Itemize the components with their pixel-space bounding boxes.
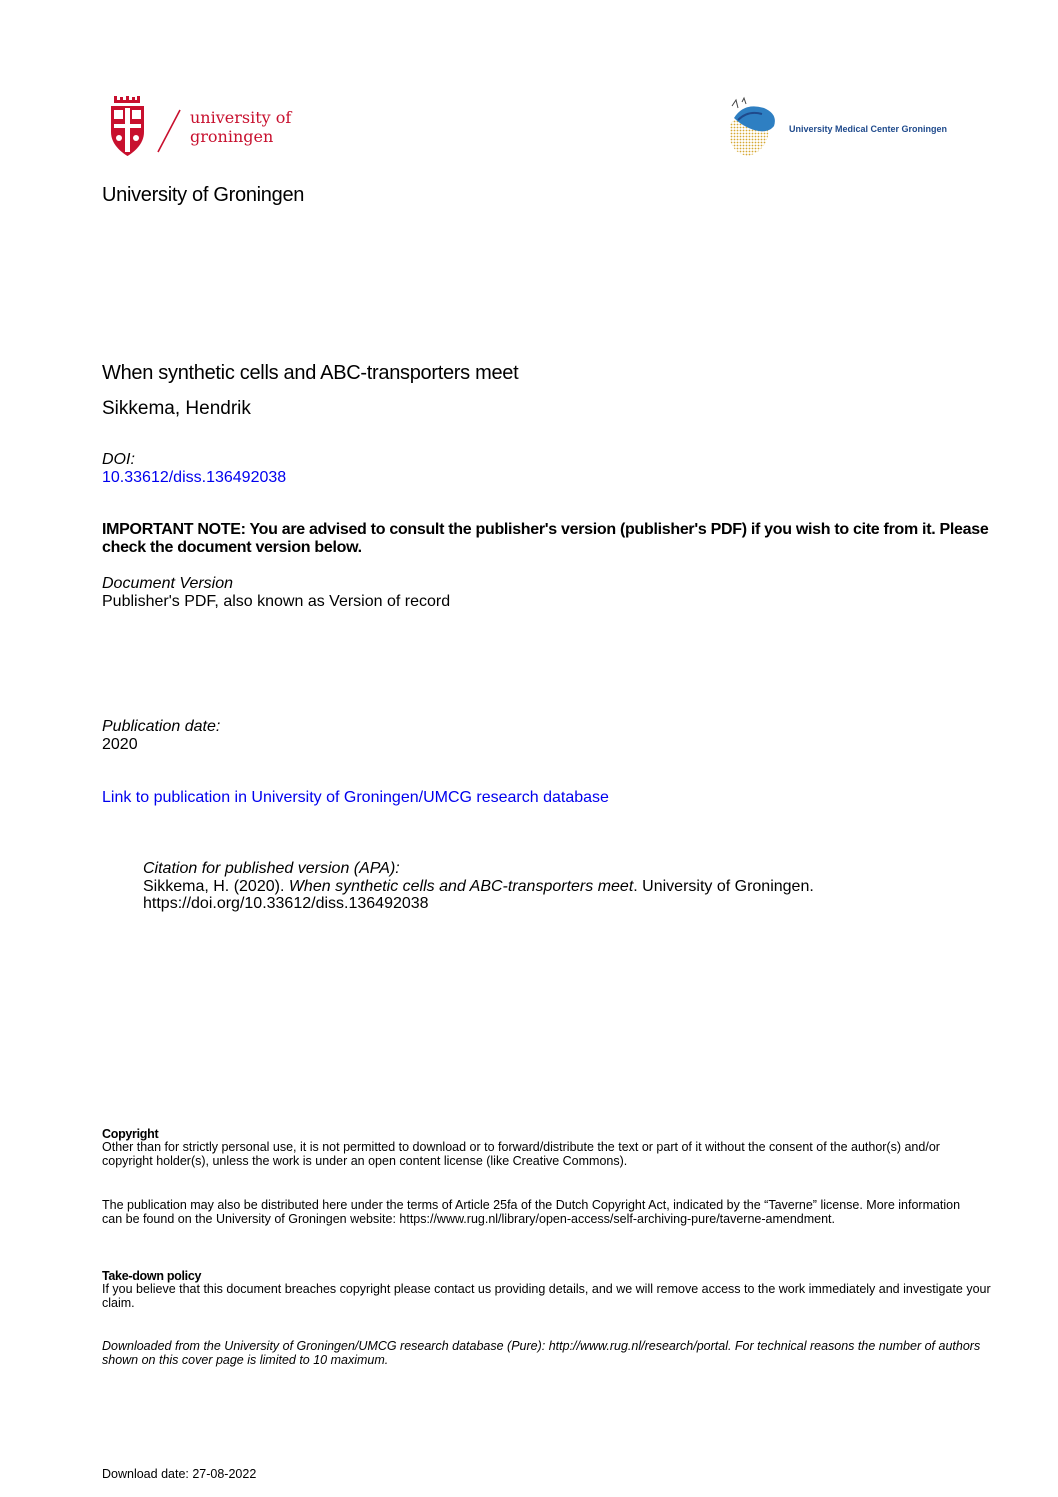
document-version-value: Publisher's PDF, also known as Version of record [102,593,451,610]
taverne-text: The publication may also be distributed here under the terms of Article 25fa of the Dutch Copyright Act, indicated by the “Taverne” license. More information can be found on the University of Groningen website: https://www.rug.nl/library/open-access/self-archiving-pure/taverne-amendment. [102,1198,961,1226]
citation-suffix: . University of Groningen. [633,878,814,895]
takedown-heading: Take-down policy [102,1269,202,1283]
copyright-text: Other than for strictly personal use, it is not permitted to download or to forward/distribute the text or part of it without the consent of the author(s) and/or copyright holder(s), unless the work is under an open content license (like Creative Commons). [102,1140,940,1168]
publication-title: When synthetic cells and ABC-transporters meet [102,362,519,384]
institution-name: University of Groningen [102,184,305,206]
important-note: IMPORTANT NOTE: You are advised to consult the publisher's version (publisher's PDF) if you wish to cite from it. Please check the document version below. [102,521,989,556]
copyright-heading: Copyright [102,1127,159,1141]
publication-date-label: Publication date: [102,718,221,735]
umcg-logo-text: University Medical Center Groningen [789,124,948,134]
downloaded-note: Downloaded from the University of Groningen/UMCG research database (Pure): http://www.rug.nl/research/portal. For technical reasons the number of authors shown on this cover page is limited to 10 maximum. [102,1339,981,1367]
document-version-label: Document Version [102,575,234,592]
citation-text [143,878,814,896]
publication-date-value: 2020 [102,736,138,753]
database-link[interactable]: Link to publication in University of Groningen/UMCG research database [102,789,609,806]
citation-label: Citation for published version (APA): [143,860,400,877]
rug-logo-line1: university of [190,108,292,127]
umcg-emblem-icon [724,96,786,162]
citation-title: When synthetic cells and ABC-transporters meet [288,878,634,895]
download-date: Download date: 27-08-2022 [102,1467,257,1481]
takedown-text: If you believe that this document breaches copyright please contact us providing details, and we will remove access to the work immediately and investigate your claim. [102,1282,991,1310]
rug-logo-line2: groningen [190,127,274,146]
citation-prefix: Sikkema, H. (2020). [143,878,289,895]
rug-coat-of-arms-icon [108,96,188,158]
doi-label: DOI: [102,451,135,468]
citation-url: https://doi.org/10.33612/diss.136492038 [143,895,429,912]
rug-logo-wordmark [190,108,291,146]
publication-author: Sikkema, Hendrik [102,398,251,419]
doi-link[interactable]: 10.33612/diss.136492038 [102,469,287,486]
